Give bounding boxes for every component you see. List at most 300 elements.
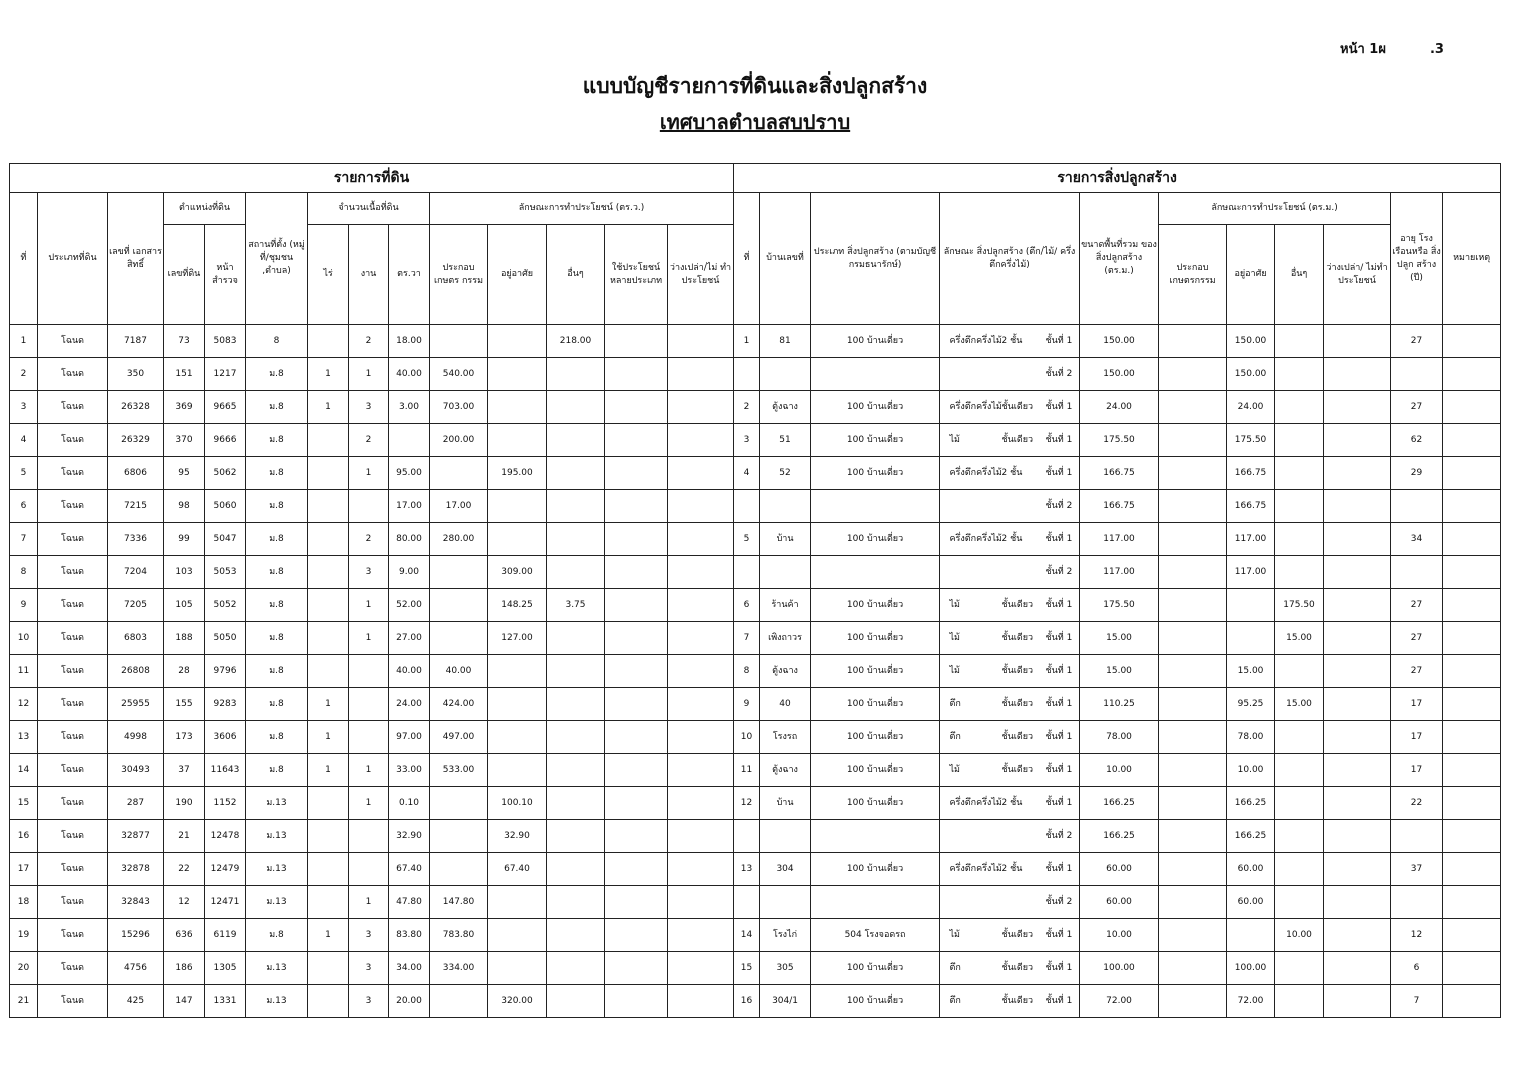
cell-land-type: โฉนด: [38, 457, 108, 490]
cell-building-residence: 150.00: [1227, 325, 1275, 358]
cell-building-character: [940, 985, 1080, 1018]
cell-building-character: [940, 490, 1080, 523]
cell-rai: 1: [308, 754, 349, 787]
cell-no: 13: [10, 721, 38, 754]
table-row: [10, 655, 1501, 688]
cell-building-residence: 78.00: [1227, 721, 1275, 754]
cell-land-type: โฉนด: [38, 754, 108, 787]
table-row: [10, 952, 1501, 985]
cell-rai: [308, 457, 349, 490]
cell-survey-page: 3606: [205, 721, 246, 754]
cell-ngan: 1: [349, 787, 389, 820]
cell-rai: [308, 490, 349, 523]
cell-land-residence: 148.25: [488, 589, 547, 622]
building-stories: ชั้นเดียว: [1001, 698, 1034, 709]
cell-building-character: [940, 886, 1080, 919]
table-row: [10, 325, 1501, 358]
cell-sq-wa: [389, 424, 430, 457]
cell-land-agri: [430, 787, 488, 820]
building-stories: 2 ชั้น: [1001, 797, 1023, 808]
cell-building-type: 100 บ้านเดี่ยว: [811, 523, 940, 556]
cell-land-no: 636: [164, 919, 205, 952]
cell-ngan: [349, 688, 389, 721]
cell-remark: [1443, 589, 1501, 622]
cell-building-type: 100 บ้านเดี่ยว: [811, 787, 940, 820]
cell-land-no: 73: [164, 325, 205, 358]
cell-ngan: 1: [349, 622, 389, 655]
cell-building-age: 34: [1391, 523, 1443, 556]
land-section-header: รายการที่ดิน: [10, 164, 734, 193]
cell-sq-wa: 80.00: [389, 523, 430, 556]
cell-building-no: 9: [734, 688, 760, 721]
cell-location: ม.8: [246, 556, 308, 589]
cell-land-vacant: [668, 556, 734, 589]
table-row: [10, 985, 1501, 1018]
cell-rai: [308, 820, 349, 853]
col-land-no: เลขที่ดิน: [164, 225, 205, 325]
cell-building-character: [940, 853, 1080, 886]
table-row: [10, 820, 1501, 853]
cell-building-character: [940, 688, 1080, 721]
cell-building-total-area: 15.00: [1080, 622, 1159, 655]
cell-building-age: 37: [1391, 853, 1443, 886]
cell-building-other: [1275, 391, 1324, 424]
cell-land-multi-use: [605, 622, 668, 655]
building-material: ครึ่งตึกครึ่งไม้: [949, 863, 1002, 874]
cell-remark: [1443, 721, 1501, 754]
cell-survey-page: 6119: [205, 919, 246, 952]
cell-building-no: [734, 358, 760, 391]
cell-building-vacant: [1324, 820, 1391, 853]
cell-house-no: บ้าน: [760, 523, 811, 556]
col-group-land-position: ตำแหน่งที่ดิน: [164, 193, 246, 225]
cell-building-no: 11: [734, 754, 760, 787]
cell-land-residence: [488, 358, 547, 391]
cell-no: 4: [10, 424, 38, 457]
cell-sq-wa: 67.40: [389, 853, 430, 886]
building-material: ตึก: [949, 995, 961, 1006]
cell-land-vacant: [668, 358, 734, 391]
cell-land-other: [547, 358, 605, 391]
cell-building-character: [940, 589, 1080, 622]
building-floor: ชั้นที่ 1: [1045, 731, 1073, 742]
cell-land-no: 186: [164, 952, 205, 985]
cell-building-type: [811, 490, 940, 523]
cell-remark: [1443, 820, 1501, 853]
building-floor: ชั้นที่ 1: [1045, 599, 1073, 610]
cell-house-no: ร้านค้า: [760, 589, 811, 622]
building-stories: ชั้นเดียว: [1001, 929, 1034, 940]
col-building-residence: อยู่อาศัย: [1227, 225, 1275, 325]
cell-land-no: 95: [164, 457, 205, 490]
cell-building-other: [1275, 358, 1324, 391]
cell-land-no: 147: [164, 985, 205, 1018]
cell-building-age: 27: [1391, 622, 1443, 655]
cell-building-age: 27: [1391, 391, 1443, 424]
cell-building-vacant: [1324, 457, 1391, 490]
cell-building-other: 175.50: [1275, 589, 1324, 622]
cell-no: 5: [10, 457, 38, 490]
cell-land-multi-use: [605, 688, 668, 721]
cell-land-vacant: [668, 490, 734, 523]
table-row: [10, 358, 1501, 391]
building-material: ครึ่งตึกครึ่งไม้: [949, 467, 1002, 478]
cell-land-other: [547, 688, 605, 721]
table-row: [10, 424, 1501, 457]
cell-remark: [1443, 490, 1501, 523]
cell-land-agri: [430, 853, 488, 886]
cell-land-multi-use: [605, 358, 668, 391]
cell-land-other: [547, 853, 605, 886]
cell-land-no: 28: [164, 655, 205, 688]
cell-sq-wa: 97.00: [389, 721, 430, 754]
cell-building-total-area: 78.00: [1080, 721, 1159, 754]
cell-land-residence: [488, 424, 547, 457]
page-number-label: หน้า 1ผ: [1340, 42, 1386, 57]
cell-location: ม.8: [246, 655, 308, 688]
cell-land-vacant: [668, 655, 734, 688]
cell-sq-wa: 24.00: [389, 688, 430, 721]
cell-land-agri: 533.00: [430, 754, 488, 787]
cell-land-other: [547, 622, 605, 655]
cell-land-other: [547, 457, 605, 490]
building-stories: ชั้นเดียว: [1001, 731, 1034, 742]
building-stories: ชั้นเดียว: [1001, 665, 1034, 676]
cell-land-agri: 17.00: [430, 490, 488, 523]
cell-land-other: [547, 655, 605, 688]
cell-land-multi-use: [605, 424, 668, 457]
cell-rai: [308, 589, 349, 622]
building-material: ไม้: [949, 665, 960, 676]
cell-building-character: [940, 325, 1080, 358]
cell-deed-no: 6803: [108, 622, 164, 655]
cell-building-age: [1391, 358, 1443, 391]
cell-building-total-area: 150.00: [1080, 325, 1159, 358]
cell-building-no: 1: [734, 325, 760, 358]
building-floor: ชั้นที่ 2: [1045, 896, 1073, 907]
cell-building-type: 100 บ้านเดี่ยว: [811, 688, 940, 721]
cell-land-other: [547, 919, 605, 952]
cell-building-vacant: [1324, 886, 1391, 919]
cell-building-residence: 117.00: [1227, 523, 1275, 556]
cell-land-residence: 320.00: [488, 985, 547, 1018]
cell-rai: 1: [308, 688, 349, 721]
cell-location: ม.8: [246, 424, 308, 457]
cell-building-age: 17: [1391, 754, 1443, 787]
table-row: [10, 589, 1501, 622]
cell-building-vacant: [1324, 688, 1391, 721]
cell-ngan: 3: [349, 919, 389, 952]
cell-building-residence: 60.00: [1227, 886, 1275, 919]
cell-building-other: [1275, 655, 1324, 688]
building-material: ครึ่งตึกครึ่งไม้: [949, 401, 1002, 412]
page-number: [1340, 38, 1444, 59]
cell-location: ม.13: [246, 820, 308, 853]
cell-building-character: [940, 391, 1080, 424]
cell-building-agri: [1159, 358, 1227, 391]
col-building-no: ที่: [734, 193, 760, 325]
table-row: [10, 556, 1501, 589]
cell-ngan: 1: [349, 358, 389, 391]
cell-building-other: [1275, 721, 1324, 754]
table-row: [10, 490, 1501, 523]
cell-land-other: 3.75: [547, 589, 605, 622]
cell-building-type: 100 บ้านเดี่ยว: [811, 952, 940, 985]
cell-land-residence: [488, 490, 547, 523]
cell-building-vacant: [1324, 853, 1391, 886]
cell-building-residence: 175.50: [1227, 424, 1275, 457]
cell-remark: [1443, 952, 1501, 985]
cell-deed-no: 15296: [108, 919, 164, 952]
cell-building-other: [1275, 556, 1324, 589]
cell-no: 16: [10, 820, 38, 853]
cell-land-vacant: [668, 754, 734, 787]
cell-house-no: ตู้งฉาง: [760, 391, 811, 424]
cell-no: 12: [10, 688, 38, 721]
cell-building-no: [734, 820, 760, 853]
cell-location: ม.8: [246, 358, 308, 391]
cell-rai: [308, 886, 349, 919]
col-no: ที่: [10, 193, 38, 325]
cell-building-total-area: 100.00: [1080, 952, 1159, 985]
cell-land-no: 103: [164, 556, 205, 589]
cell-no: 11: [10, 655, 38, 688]
cell-building-type: 100 บ้านเดี่ยว: [811, 754, 940, 787]
cell-sq-wa: 34.00: [389, 952, 430, 985]
col-land-other: อื่นๆ: [547, 225, 605, 325]
cell-deed-no: 32843: [108, 886, 164, 919]
cell-building-total-area: 110.25: [1080, 688, 1159, 721]
cell-location: ม.8: [246, 622, 308, 655]
cell-location: 8: [246, 325, 308, 358]
cell-building-total-area: 10.00: [1080, 754, 1159, 787]
cell-land-residence: [488, 886, 547, 919]
cell-land-type: โฉนด: [38, 886, 108, 919]
cell-deed-no: 32877: [108, 820, 164, 853]
cell-land-other: [547, 556, 605, 589]
cell-ngan: 2: [349, 523, 389, 556]
cell-building-age: 27: [1391, 655, 1443, 688]
cell-house-no: เพิงถาวร: [760, 622, 811, 655]
building-floor: ชั้นที่ 2: [1045, 830, 1073, 841]
cell-building-vacant: [1324, 589, 1391, 622]
cell-rai: [308, 424, 349, 457]
cell-land-no: 98: [164, 490, 205, 523]
cell-building-agri: [1159, 787, 1227, 820]
cell-land-no: 151: [164, 358, 205, 391]
cell-land-multi-use: [605, 556, 668, 589]
cell-land-agri: [430, 457, 488, 490]
cell-sq-wa: 40.00: [389, 655, 430, 688]
cell-land-vacant: [668, 853, 734, 886]
cell-survey-page: 12478: [205, 820, 246, 853]
table-row: [10, 787, 1501, 820]
cell-land-residence: [488, 754, 547, 787]
cell-land-vacant: [668, 886, 734, 919]
cell-rai: [308, 853, 349, 886]
cell-land-multi-use: [605, 820, 668, 853]
cell-building-character: [940, 655, 1080, 688]
cell-land-type: โฉนด: [38, 787, 108, 820]
cell-building-type: 100 บ้านเดี่ยว: [811, 853, 940, 886]
building-floor: ชั้นที่ 1: [1045, 962, 1073, 973]
cell-land-type: โฉนด: [38, 655, 108, 688]
cell-survey-page: 1331: [205, 985, 246, 1018]
cell-land-agri: [430, 325, 488, 358]
cell-house-no: 40: [760, 688, 811, 721]
cell-house-no: [760, 556, 811, 589]
cell-building-total-area: 10.00: [1080, 919, 1159, 952]
cell-building-agri: [1159, 391, 1227, 424]
cell-land-residence: 32.90: [488, 820, 547, 853]
cell-survey-page: 5047: [205, 523, 246, 556]
cell-location: ม.8: [246, 391, 308, 424]
cell-building-age: 27: [1391, 589, 1443, 622]
cell-survey-page: 9796: [205, 655, 246, 688]
cell-building-residence: 117.00: [1227, 556, 1275, 589]
cell-house-no: [760, 490, 811, 523]
cell-land-vacant: [668, 787, 734, 820]
cell-land-no: 12: [164, 886, 205, 919]
cell-land-type: โฉนด: [38, 358, 108, 391]
cell-land-other: 218.00: [547, 325, 605, 358]
cell-building-other: 15.00: [1275, 622, 1324, 655]
cell-building-other: [1275, 853, 1324, 886]
cell-land-type: โฉนด: [38, 820, 108, 853]
cell-building-agri: [1159, 886, 1227, 919]
col-land-type: ประเภทที่ดิน: [38, 193, 108, 325]
cell-land-other: [547, 523, 605, 556]
col-building-age: อายุ โรงเรือนหรือ สิ่งปลูก สร้าง (ปี): [1391, 193, 1443, 325]
cell-remark: [1443, 853, 1501, 886]
cell-house-no: โรงไก่: [760, 919, 811, 952]
cell-building-type: 100 บ้านเดี่ยว: [811, 424, 940, 457]
cell-remark: [1443, 655, 1501, 688]
cell-building-residence: 166.25: [1227, 787, 1275, 820]
cell-building-no: 14: [734, 919, 760, 952]
cell-no: 21: [10, 985, 38, 1018]
cell-no: 10: [10, 622, 38, 655]
cell-land-vacant: [668, 985, 734, 1018]
cell-no: 9: [10, 589, 38, 622]
building-material: ครึ่งตึกครึ่งไม้: [949, 797, 1002, 808]
cell-building-type: 100 บ้านเดี่ยว: [811, 622, 940, 655]
cell-land-other: [547, 787, 605, 820]
col-survey-page: หน้า สำรวจ: [205, 225, 246, 325]
cell-land-agri: [430, 622, 488, 655]
cell-building-residence: 166.75: [1227, 457, 1275, 490]
cell-land-no: 190: [164, 787, 205, 820]
cell-building-agri: [1159, 457, 1227, 490]
building-floor: ชั้นที่ 1: [1045, 533, 1073, 544]
cell-building-residence: 24.00: [1227, 391, 1275, 424]
cell-land-type: โฉนด: [38, 391, 108, 424]
cell-building-vacant: [1324, 754, 1391, 787]
cell-deed-no: 425: [108, 985, 164, 1018]
table-row: [10, 523, 1501, 556]
cell-rai: [308, 325, 349, 358]
cell-sq-wa: 33.00: [389, 754, 430, 787]
table-row: [10, 457, 1501, 490]
cell-building-no: 6: [734, 589, 760, 622]
cell-building-other: [1275, 523, 1324, 556]
cell-building-vacant: [1324, 985, 1391, 1018]
cell-building-agri: [1159, 523, 1227, 556]
cell-building-age: 17: [1391, 721, 1443, 754]
building-stories: 2 ชั้น: [1001, 335, 1023, 346]
cell-building-character: [940, 622, 1080, 655]
cell-land-multi-use: [605, 391, 668, 424]
building-floor: ชั้นที่ 2: [1045, 566, 1073, 577]
building-floor: ชั้นที่ 1: [1045, 335, 1073, 346]
cell-building-type: [811, 358, 940, 391]
building-stories: 2 ชั้น: [1001, 533, 1023, 544]
cell-building-residence: 15.00: [1227, 655, 1275, 688]
cell-land-other: [547, 886, 605, 919]
cell-land-multi-use: [605, 457, 668, 490]
cell-land-agri: 280.00: [430, 523, 488, 556]
cell-no: 17: [10, 853, 38, 886]
building-floor: ชั้นที่ 1: [1045, 995, 1073, 1006]
building-floor: ชั้นที่ 1: [1045, 797, 1073, 808]
cell-land-vacant: [668, 424, 734, 457]
cell-land-vacant: [668, 688, 734, 721]
cell-building-residence: [1227, 589, 1275, 622]
cell-building-vacant: [1324, 424, 1391, 457]
cell-survey-page: 9665: [205, 391, 246, 424]
cell-house-no: [760, 886, 811, 919]
cell-land-multi-use: [605, 853, 668, 886]
cell-building-type: [811, 886, 940, 919]
table-row: [10, 919, 1501, 952]
building-material: ไม้: [949, 434, 960, 445]
cell-deed-no: 26328: [108, 391, 164, 424]
building-floor: ชั้นที่ 1: [1045, 665, 1073, 676]
cell-land-no: 37: [164, 754, 205, 787]
cell-building-total-area: 175.50: [1080, 589, 1159, 622]
cell-rai: [308, 952, 349, 985]
cell-building-agri: [1159, 820, 1227, 853]
cell-location: ม.8: [246, 919, 308, 952]
cell-land-type: โฉนด: [38, 325, 108, 358]
cell-remark: [1443, 523, 1501, 556]
cell-house-no: 51: [760, 424, 811, 457]
cell-sq-wa: 9.00: [389, 556, 430, 589]
cell-land-vacant: [668, 589, 734, 622]
cell-no: 8: [10, 556, 38, 589]
col-house-no: บ้านเลขที่: [760, 193, 811, 325]
building-stories: ชั้นเดียว: [1001, 962, 1034, 973]
cell-survey-page: 1305: [205, 952, 246, 985]
cell-no: 3: [10, 391, 38, 424]
cell-ngan: 1: [349, 754, 389, 787]
cell-deed-no: 7215: [108, 490, 164, 523]
cell-no: 7: [10, 523, 38, 556]
cell-land-other: [547, 985, 605, 1018]
col-building-vacant: ว่างเปล่า/ ไม่ทำประโยชน์: [1324, 225, 1391, 325]
cell-land-multi-use: [605, 886, 668, 919]
cell-building-vacant: [1324, 391, 1391, 424]
table-row: [10, 853, 1501, 886]
cell-rai: 1: [308, 358, 349, 391]
cell-location: ม.13: [246, 787, 308, 820]
cell-house-no: 304/1: [760, 985, 811, 1018]
col-rai: ไร่: [308, 225, 349, 325]
cell-land-no: 369: [164, 391, 205, 424]
cell-land-other: [547, 391, 605, 424]
cell-location: ม.8: [246, 457, 308, 490]
cell-building-agri: [1159, 655, 1227, 688]
